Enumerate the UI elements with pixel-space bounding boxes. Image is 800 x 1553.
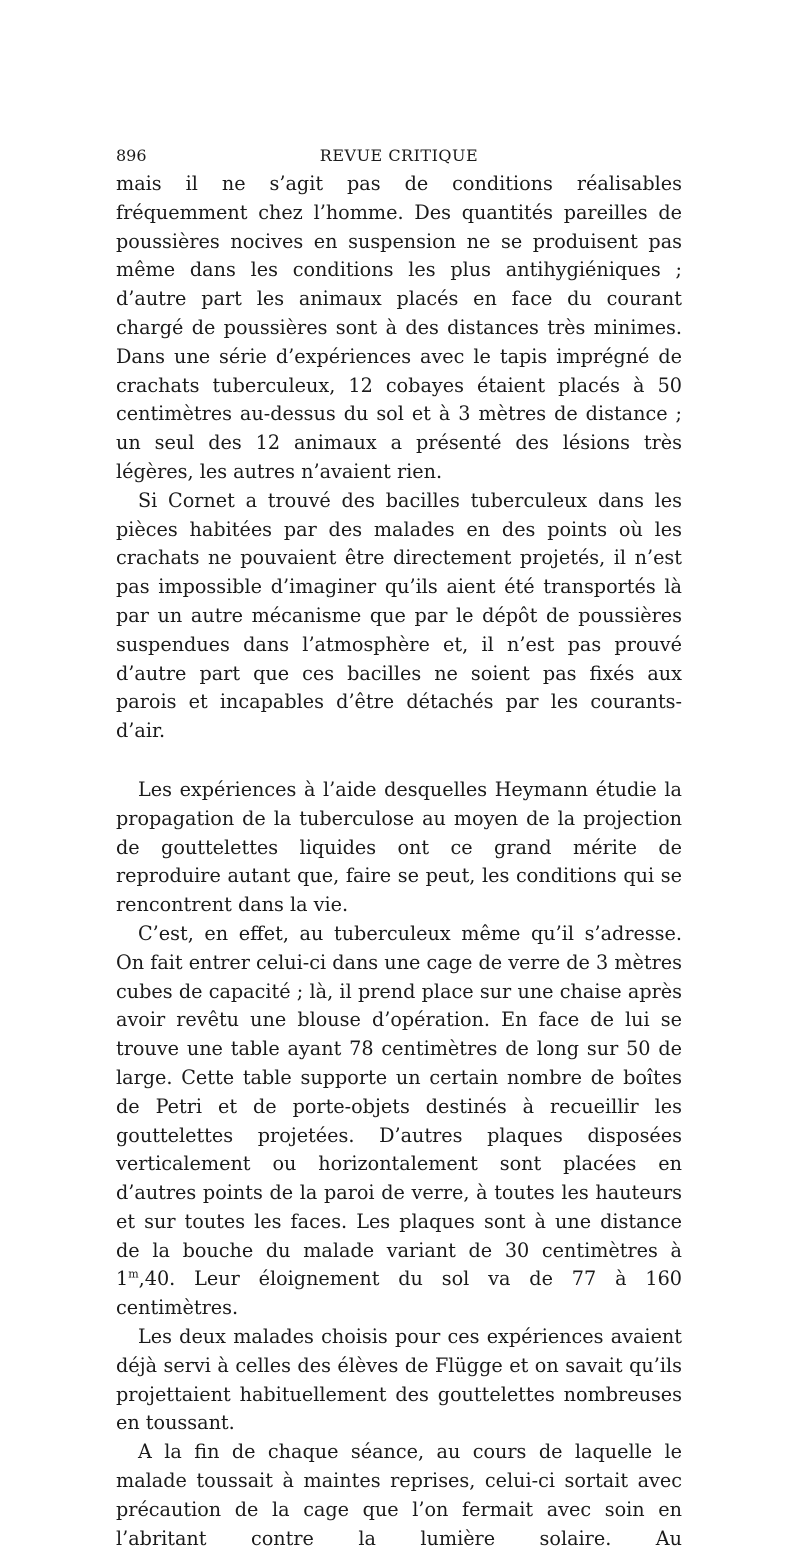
paragraph-4 — [116, 920, 682, 1323]
meter-superscript: m — [128, 1268, 139, 1282]
paragraph-4-text-a: C’est, en effet, au tuberculeux même qu’il s’adresse. On fait entrer celui-ci dans une cage de verre de 3 mètres cubes de capacité ; là, il prend place sur une chaise après avoir revêtu une blouse d’opération. En face de lui se trouve une table ayant 78 centimètres de long sur 50 de large. Cette table supporte un certain nombre de boîtes de Petri et de porte-objets destinés à recueillir les gouttelettes projetées. D’autres plaques disposées verticalement ou horizontalement sont placées en d’autres points de la paroi de verre, à toutes les hauteurs et sur toutes les faces. Les plaques sont à une distance de la bouche du malade variant de 30 centimètres à 1 — [116, 921, 682, 1291]
page — [116, 140, 682, 1553]
section-gap — [116, 746, 682, 776]
paragraph-2: Si Cornet a trouvé des bacilles tuberculeux dans les pièces habitées par des malades en des points où les crachats ne pouvaient être directement projetés, il n’est pas impossible d’imaginer qu’ils aient été transportés là par un autre mécanisme que par le dépôt de poussières suspendues dans l’atmosphère et, il n’est pas prouvé d’autre part que ces bacilles ne soient pas fixés aux parois et incapables d’être détachés par les courants-d’air. — [116, 488, 682, 743]
page-number: 896 — [116, 146, 147, 165]
paragraph-3: Les expériences à l’aide desquelles Heymann étudie la propagation de la tuberculose au moyen de la projection de gouttelettes liquides ont ce grand mérite de reproduire autant que, faire se peut, les conditions qui se rencontrent dans la vie. — [116, 777, 682, 917]
paragraph-5: Les deux malades choisis pour ces expériences avaient déjà servi à celles des élèves de Flügge et on savait qu’ils projettaient habituellement des gouttelettes nombreuses en toussant. — [116, 1325, 682, 1435]
paragraph-6: A la fin de chaque séance, au cours de laquelle le malade toussait à maintes reprises, celui-ci sortait avec précaution de la cage que l’on fermait avec soin en l’abritant contre la lumière solaire. Au — [116, 1440, 682, 1550]
paragraph-4-text-b: ,40. Leur éloignement du sol va de 77 à 160 centimètres. — [116, 1267, 682, 1320]
running-title: REVUE CRITIQUE — [319, 146, 479, 165]
paragraph-1: mais il ne s’agit pas de conditions réalisables fréquemment chez l’homme. Des quantités pareilles de poussières nocives en suspension ne se produisent pas même dans les conditions les plus antihygiéniques ; d’autre part les animaux placés en face du courant chargé de poussières sont à des distances très minimes. Dans une série d’expériences avec le tapis imprégné de crachats tuberculeux, 12 cobayes étaient placés à 50 centimètres au-dessus du sol et à 3 mètres de distance ; un seul des 12 animaux a présenté des lésions très légères, les autres n’avaient rien. — [116, 172, 682, 483]
page-header — [116, 140, 682, 170]
